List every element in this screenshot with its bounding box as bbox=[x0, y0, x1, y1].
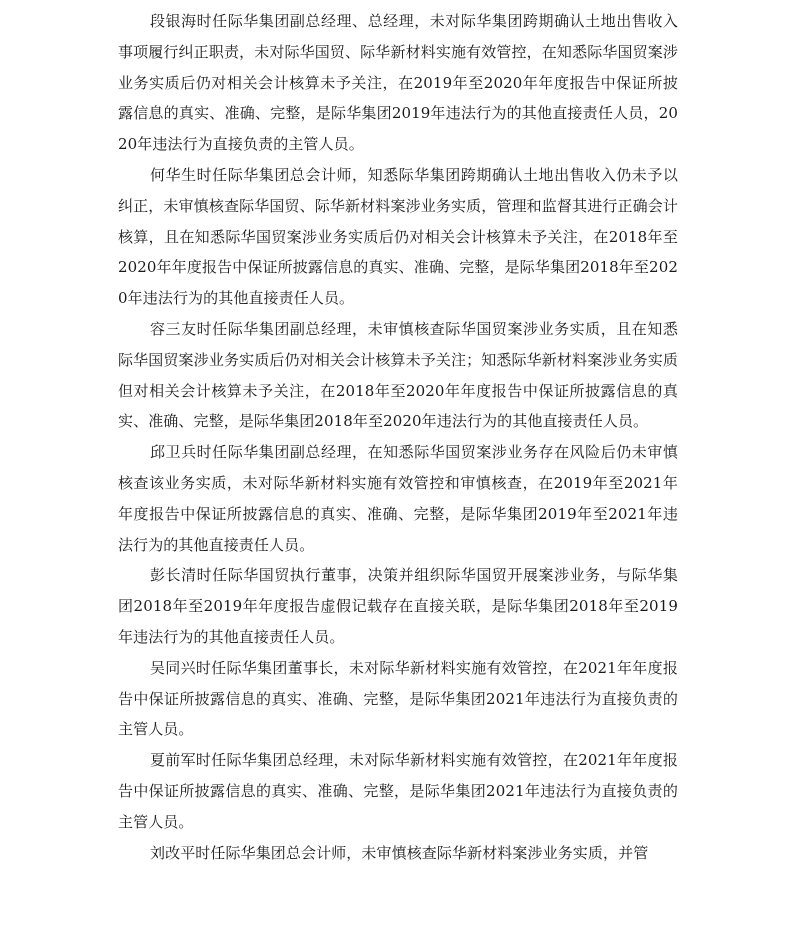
paragraph-peng-changqing: 彭长清时任际华国贸执行董事，决策并组织际华国贸开展案涉业务，与际华集团2018年至2019年年度报告虚假记载存在直接关联，是际华集团2018年至2019年违法行为的其他直接责任人员。 bbox=[118, 566, 678, 646]
paragraph-xia-qianjun: 夏前军时任际华集团总经理，未对际华新材料实施有效管控，在2021年年度报告中保证所披露信息的真实、准确、完整，是际华集团2021年违法行为直接负责的主管人员。 bbox=[118, 751, 678, 831]
paragraph-duan-yinhai: 段银海时任际华集团副总经理、总经理，未对际华集团跨期确认土地出售收入事项履行纠正职责，未对际华国贸、际华新材料实施有效管控，在知悉际华国贸案涉业务实质后仍对相关会计核算未予关注，在2019年至2020年年度报告中保证所披露信息的真实、准确、完整，是际华集团2019年违法行为的其他直接责任人员，2020年违法行为直接负责的主管人员。 bbox=[118, 12, 678, 154]
paragraph-qiu-weibing: 邱卫兵时任际华集团副总经理，在知悉际华国贸案涉业务存在风险后仍未审慎核查该业务实质，未对际华新材料实施有效管控和审慎核查，在2019年至2021年年度报告中保证所披露信息的真实、准确、完整，是际华集团2019年至2021年违法行为的其他直接责任人员。 bbox=[118, 443, 678, 554]
paragraph-liu-gaiping: 刘改平时任际华集团总会计师，未审慎核查际华新材料案涉业务实质，并管 bbox=[150, 843, 649, 862]
paragraph-wu-tongxing: 吴同兴时任际华集团董事长，未对际华新材料实施有效管控，在2021年年度报告中保证所披露信息的真实、准确、完整，是际华集团2021年违法行为直接负责的主管人员。 bbox=[118, 658, 678, 739]
paragraph-rong-sanyou: 容三友时任际华集团副总经理，未审慎核查际华国贸案涉业务实质，且在知悉际华国贸案涉业务实质后仍对相关会计核算未予关注；知悉际华新材料案涉业务实质但对相关会计核算未予关注，在2018年至2020年年度报告中保证所披露信息的真实、准确、完整，是际华集团2018年至2020年违法行为的其他直接责任人员。 bbox=[118, 319, 678, 431]
document-body bbox=[118, 6, 678, 868]
paragraph-he-huasheng: 何华生时任际华集团总会计师，知悉际华集团跨期确认土地出售收入仍未予以纠正，未审慎核查际华国贸、际华新材料案涉业务实质，管理和监督其进行正确会计核算，且在知悉际华国贸案涉业务实质后仍对相关会计核算未予关注，在2018年至2020年年度报告中保证所披露信息的真实、准确、完整，是际华集团2018年至2020年违法行为的其他直接责任人员。 bbox=[118, 165, 678, 308]
